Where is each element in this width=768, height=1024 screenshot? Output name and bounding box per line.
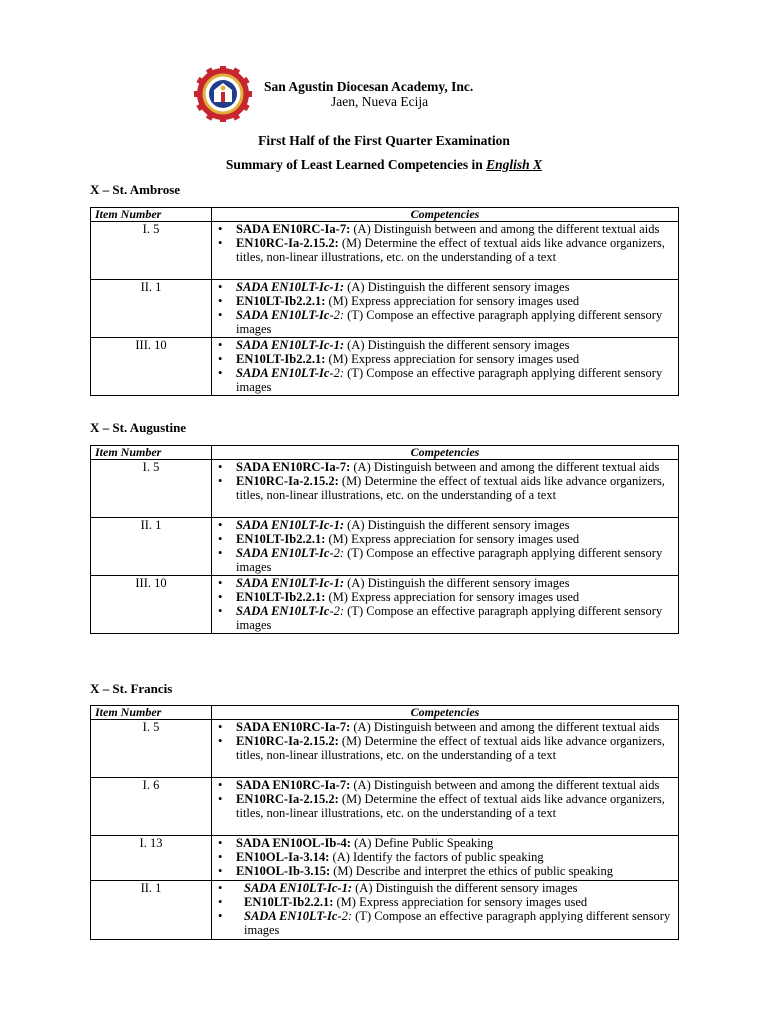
competency-code-suffix: -2: (329, 308, 345, 322)
competency-item (212, 604, 678, 632)
competencies-cell (212, 518, 679, 576)
school-address: Jaen, Nueva Ecija (331, 94, 429, 109)
competency-code: SADA EN10LT-Ic (244, 909, 338, 923)
competency-code: SADA EN10LT-Ic-1: (236, 280, 345, 294)
competency-description: (M) Express appreciation for sensory images used (325, 294, 580, 308)
competency-list (212, 836, 678, 878)
competency-code: SADA EN10RC-Ia-7: (236, 778, 351, 792)
competency-code: SADA EN10RC-Ia-7: (236, 720, 351, 734)
competency-description: (M) Express appreciation for sensory images used (325, 352, 580, 366)
competency-item (212, 236, 678, 264)
competency-code: SADA EN10LT-Ic (236, 604, 330, 618)
competency-item (212, 222, 678, 236)
competency-code: EN10RC-Ia-2.15.2: (236, 236, 339, 250)
competency-description: (T) Compose an effective paragraph applying different sensory images (236, 604, 663, 632)
table-header-row (91, 706, 679, 720)
table-header-row (91, 446, 679, 460)
competency-item (212, 778, 678, 792)
item-number-cell: I. 5 (91, 222, 212, 280)
competency-list (212, 881, 678, 937)
subject-name: English X (486, 157, 543, 172)
competency-description: (M) Determine the effect of textual aids like advance organizers, titles, non-linear illustrations, etc. on the understanding of a text (236, 474, 665, 502)
section-label: X – St. Francis (90, 681, 173, 696)
competency-description: (M) Express appreciation for sensory images used (325, 532, 580, 546)
competency-description: (T) Compose an effective paragraph applying different sensory images (236, 366, 663, 394)
competency-code: EN10OL-Ia-3.14: (236, 850, 330, 864)
competencies-cell (212, 222, 679, 280)
competency-description: (T) Compose an effective paragraph applying different sensory images (236, 308, 663, 336)
competency-code: SADA EN10LT-Ic-1: (236, 338, 345, 352)
exam-title: First Half of the First Quarter Examination (258, 133, 510, 148)
competencies-cell (212, 460, 679, 518)
letterhead (190, 66, 590, 122)
section-label: X – St. Ambrose (90, 182, 181, 197)
competency-code: EN10LT-Ib2.2.1: (236, 590, 326, 604)
competency-code: EN10LT-Ib2.2.1: (236, 294, 326, 308)
competency-description: (A) Define Public Speaking (350, 836, 494, 850)
table-row (91, 222, 679, 280)
competencies-header: Competencies (212, 208, 679, 222)
competency-code-suffix: -2: (337, 909, 353, 923)
competency-code: EN10RC-Ia-2.15.2: (236, 792, 339, 806)
competencies-cell (212, 881, 679, 940)
item-number-header: Item Number (91, 208, 212, 222)
table-row (91, 280, 679, 338)
competency-description: (M) Determine the effect of textual aids like advance organizers, titles, non-linear illustrations, etc. on the understanding of a text (236, 734, 665, 762)
competencies-cell (212, 836, 679, 881)
competency-item (212, 836, 678, 850)
competency-description: (A) Distinguish the different sensory images (344, 518, 570, 532)
table-header-row (91, 208, 679, 222)
competency-item (212, 352, 678, 366)
competency-item (212, 308, 678, 336)
competency-code: SADA EN10LT-Ic-1: (236, 518, 345, 532)
competency-item (212, 881, 678, 895)
competency-code: SADA EN10LT-Ic (236, 308, 330, 322)
table-row (91, 836, 679, 881)
competency-code: SADA EN10OL-Ib-4: (236, 836, 351, 850)
competency-code: EN10OL-Ib-3.15: (236, 864, 331, 878)
competency-list (212, 338, 678, 394)
item-number-cell: I. 5 (91, 460, 212, 518)
competency-item (212, 460, 678, 474)
competency-item (212, 734, 678, 762)
school-seal-logo (190, 66, 256, 122)
item-number-header: Item Number (91, 446, 212, 460)
competency-code-suffix: -2: (329, 366, 345, 380)
competencies-cell (212, 338, 679, 396)
item-number-cell: I. 13 (91, 836, 212, 881)
table-row (91, 338, 679, 396)
table-row (91, 460, 679, 518)
competency-description: (A) Distinguish between and among the different textual aids (350, 460, 660, 474)
section-label: X – St. Augustine (90, 420, 187, 435)
competency-item (212, 576, 678, 590)
table-row (91, 778, 679, 836)
competency-code: EN10LT-Ib2.2.1: (236, 352, 326, 366)
competency-item (212, 850, 678, 864)
competency-list (212, 222, 678, 264)
competency-code: SADA EN10LT-Ic (236, 366, 330, 380)
competency-list (212, 720, 678, 762)
table-row (91, 518, 679, 576)
competency-description: (A) Distinguish between and among the different textual aids (350, 222, 660, 236)
competency-item (212, 518, 678, 532)
competency-list (212, 280, 678, 336)
item-number-cell: II. 1 (91, 280, 212, 338)
competency-code: EN10LT-Ib2.2.1: (236, 532, 326, 546)
table-row (91, 881, 679, 940)
competency-description: (M) Determine the effect of textual aids like advance organizers, titles, non-linear illustrations, etc. on the understanding of a text (236, 792, 665, 820)
summary-title (0, 157, 768, 173)
competency-list (212, 778, 678, 820)
competency-item (212, 909, 678, 937)
table-row (91, 576, 679, 634)
table-row (91, 720, 679, 778)
competency-item (212, 280, 678, 294)
school-name: San Agustin Diocesan Academy, Inc. (264, 79, 474, 94)
competency-item (212, 546, 678, 574)
competencies-table (90, 445, 679, 634)
competency-description: (A) Distinguish between and among the different textual aids (350, 778, 660, 792)
competency-code: SADA EN10LT-Ic (236, 546, 330, 560)
competency-code: SADA EN10LT-Ic-1: (244, 881, 353, 895)
competencies-header: Competencies (212, 706, 679, 720)
competency-code-suffix: -2: (329, 604, 345, 618)
item-number-header: Item Number (91, 706, 212, 720)
competency-item (212, 895, 678, 909)
competencies-table (90, 207, 679, 396)
competency-code: EN10LT-Ib2.2.1: (244, 895, 334, 909)
item-number-cell: III. 10 (91, 576, 212, 634)
competency-list (212, 518, 678, 574)
competency-code: SADA EN10RC-Ia-7: (236, 222, 351, 236)
competency-code: SADA EN10LT-Ic-1: (236, 576, 345, 590)
competency-item (212, 532, 678, 546)
item-number-cell: III. 10 (91, 338, 212, 396)
competency-code: EN10RC-Ia-2.15.2: (236, 734, 339, 748)
competency-item (212, 294, 678, 308)
competencies-cell (212, 280, 679, 338)
competency-description: (M) Describe and interpret the ethics of public speaking (330, 864, 614, 878)
competency-description: (A) Distinguish the different sensory images (344, 576, 570, 590)
competency-item (212, 474, 678, 502)
summary-title-prefix: Summary of Least Learned Competencies in (225, 157, 487, 172)
item-number-cell: II. 1 (91, 518, 212, 576)
competency-code: SADA EN10RC-Ia-7: (236, 460, 351, 474)
competency-description: (A) Distinguish the different sensory images (344, 280, 570, 294)
competency-item (212, 720, 678, 734)
competency-list (212, 576, 678, 632)
competencies-header: Competencies (212, 446, 679, 460)
competency-description: (M) Determine the effect of textual aids like advance organizers, titles, non-linear illustrations, etc. on the understanding of a text (236, 236, 665, 264)
competency-description: (T) Compose an effective paragraph applying different sensory images (236, 546, 663, 574)
competency-item (212, 590, 678, 604)
item-number-cell: II. 1 (91, 881, 212, 940)
competencies-cell (212, 778, 679, 836)
competency-code-suffix: -2: (329, 546, 345, 560)
competency-item (212, 338, 678, 352)
competency-item (212, 366, 678, 394)
competency-description: (A) Distinguish between and among the different textual aids (350, 720, 660, 734)
competency-list (212, 460, 678, 502)
competency-description: (M) Express appreciation for sensory images used (333, 895, 588, 909)
competencies-cell (212, 576, 679, 634)
competencies-table (90, 705, 679, 940)
competencies-cell (212, 720, 679, 778)
competency-description: (T) Compose an effective paragraph applying different sensory images (244, 909, 671, 937)
competency-item (212, 792, 678, 820)
competency-description: (M) Express appreciation for sensory images used (325, 590, 580, 604)
competency-description: (A) Distinguish the different sensory images (352, 881, 578, 895)
competency-description: (A) Identify the factors of public speaking (329, 850, 544, 864)
competency-description: (A) Distinguish the different sensory images (344, 338, 570, 352)
competency-item (212, 864, 678, 878)
item-number-cell: I. 6 (91, 778, 212, 836)
competency-code: EN10RC-Ia-2.15.2: (236, 474, 339, 488)
item-number-cell: I. 5 (91, 720, 212, 778)
